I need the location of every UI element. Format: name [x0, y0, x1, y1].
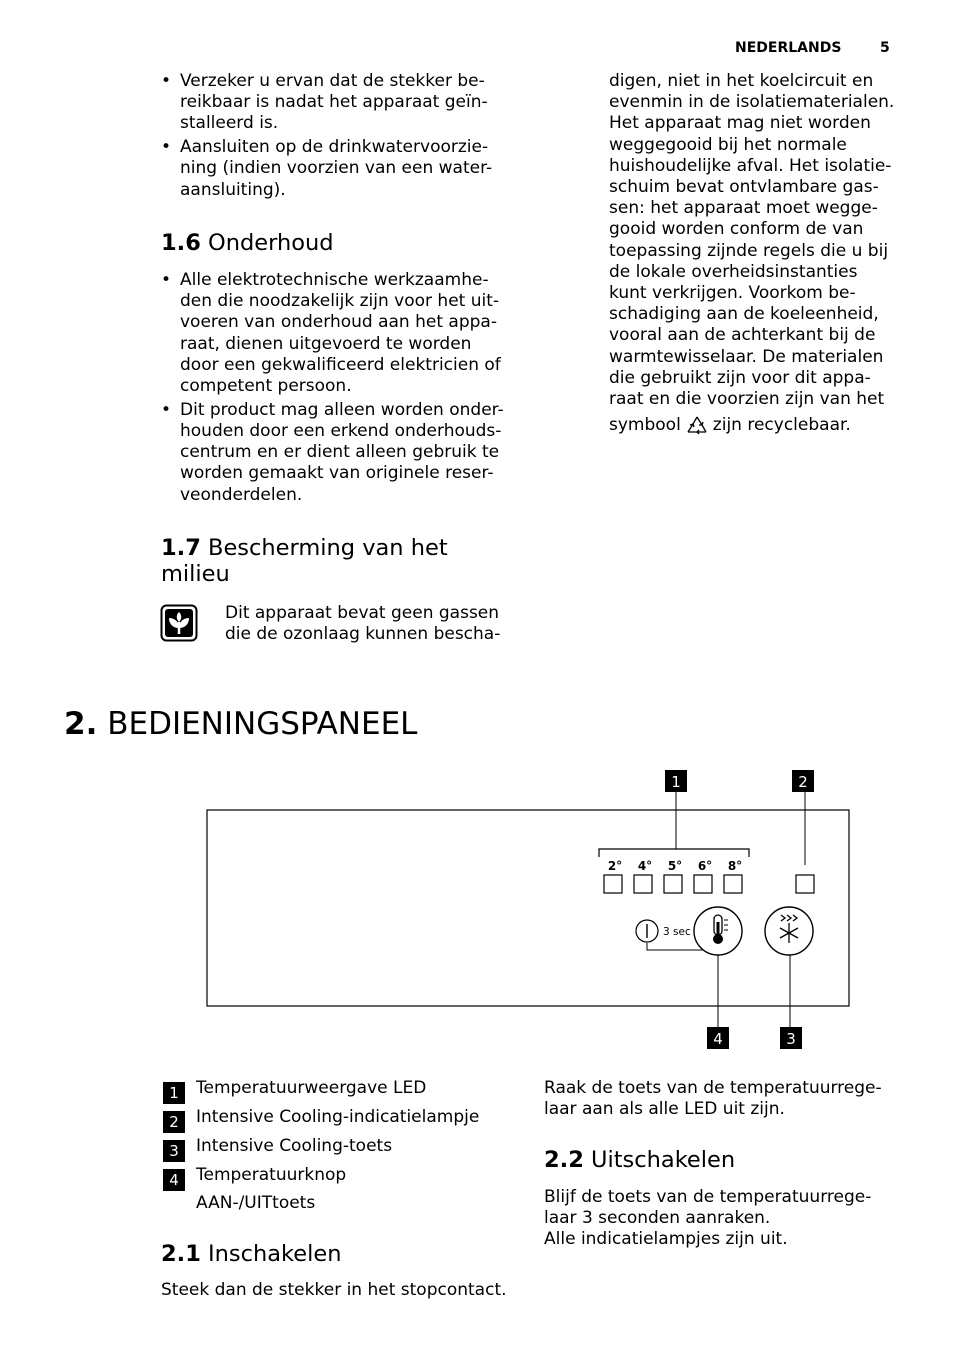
list-item: • Alle elektrotechnische werkzaamhe- den die noodzakelijk zijn voor het uit- voeren van onderhoud aan het appa- raat, dienen uitgevoerd te worden door een gekwalificeerd elektricien of competent persoon.	[161, 270, 521, 397]
control-panel-diagram	[200, 765, 860, 1055]
left-top-bullet-list	[161, 71, 506, 203]
list-item: • Dit product mag alleen worden onder- houden door een erkend onderhouds- centrum en er dient alleen gebruik te worden gemaakt van originele reser- veonderdelen.	[161, 400, 521, 506]
section-1-6-bullet-list	[161, 270, 521, 508]
temp-led	[694, 875, 712, 893]
temp-label-8: 8°	[727, 859, 743, 873]
callout-2-label: 2	[798, 773, 808, 791]
temp-label-2: 2°	[607, 859, 623, 873]
list-item: • Verzeker u ervan dat de stekker be- reikbaar is nadat het apparaat geïn- stalleerd is.	[161, 71, 506, 135]
temp-label-4: 4°	[637, 859, 653, 873]
temp-label-6: 6°	[697, 859, 713, 873]
intensive-cooling-led	[796, 875, 814, 893]
temp-led	[634, 875, 652, 893]
legend-label: Temperatuurknop	[196, 1165, 347, 1185]
list-item: • Aansluiten op de drinkwatervoorzie- ning (indien voorzien van een water- aansluiting).	[161, 137, 506, 201]
section-2-1-heading: 2.1 Inschakelen	[161, 1241, 342, 1267]
panel-outline	[207, 810, 849, 1006]
header-page-number: 5	[880, 40, 890, 56]
callout-1-label: 1	[671, 773, 681, 791]
legend-label: Temperatuurweergave LED	[196, 1078, 427, 1098]
legend-label: Intensive Cooling-toets	[196, 1136, 393, 1156]
legend-number: 3	[163, 1140, 185, 1162]
section-1-7-text: Dit apparaat bevat geen gassen die de ozonlaag kunnen bescha-	[225, 603, 501, 645]
switch-on-instruction: Raak de toets van de temperatuurrege- laar aan als alle LED uit zijn.	[544, 1078, 882, 1120]
legend-extra-label: AAN-/UITtoets	[196, 1193, 316, 1213]
legend-number: 4	[163, 1169, 185, 1191]
section-1-7-heading: 1.7 Bescherming van het milieu	[161, 535, 448, 587]
chapter-2-heading: 2. BEDIENINGSPANEEL	[64, 706, 418, 742]
section-2-1-text: Steek dan de stekker in het stopcontact.	[161, 1280, 507, 1300]
section-2-2-text: Blijf de toets van de temperatuurrege- laar 3 seconden aanraken. Alle indicatielampjes zijn uit.	[544, 1187, 872, 1250]
temp-led	[664, 875, 682, 893]
legend-number: 1	[163, 1082, 185, 1104]
temp-label-5: 5°	[667, 859, 683, 873]
hold-duration-label: 3 sec	[663, 926, 691, 938]
callout-4-label: 4	[713, 1030, 723, 1048]
temp-led	[724, 875, 742, 893]
legend-label: Intensive Cooling-indicatielampje	[196, 1107, 480, 1127]
environment-icon	[160, 604, 198, 642]
header-language: NEDERLANDS	[735, 40, 842, 56]
right-column-recycle-line: symbool zijn recyclebaar.	[609, 414, 851, 438]
right-column-text: digen, niet in het koelcircuit en evenmin in de isolatiematerialen. Het apparaat mag niet worden weggegooid bij het normale huishoudelijke afval. Het isolatie- schuim bevat ontvlambare gas- sen: het apparaat moet wegge- gooid worden conform de van toepassing zijnde regels die u bij de lokale overheidsinstanties kunt verkrijgen. Voorkom be- schadiging aan de koeleenheid, vooral aan de achterkant bij de warmtewisselaar. De materialen die gebruikt zijn voor dit appa- raat en die voorzien zijn van het	[609, 71, 895, 410]
legend-number: 2	[163, 1111, 185, 1133]
section-2-2-heading: 2.2 Uitschakelen	[544, 1147, 736, 1173]
temp-led	[604, 875, 622, 893]
recycle-icon	[685, 414, 709, 438]
section-1-6-heading: 1.6 Onderhoud	[161, 230, 334, 256]
callout-3-label: 3	[786, 1030, 796, 1048]
